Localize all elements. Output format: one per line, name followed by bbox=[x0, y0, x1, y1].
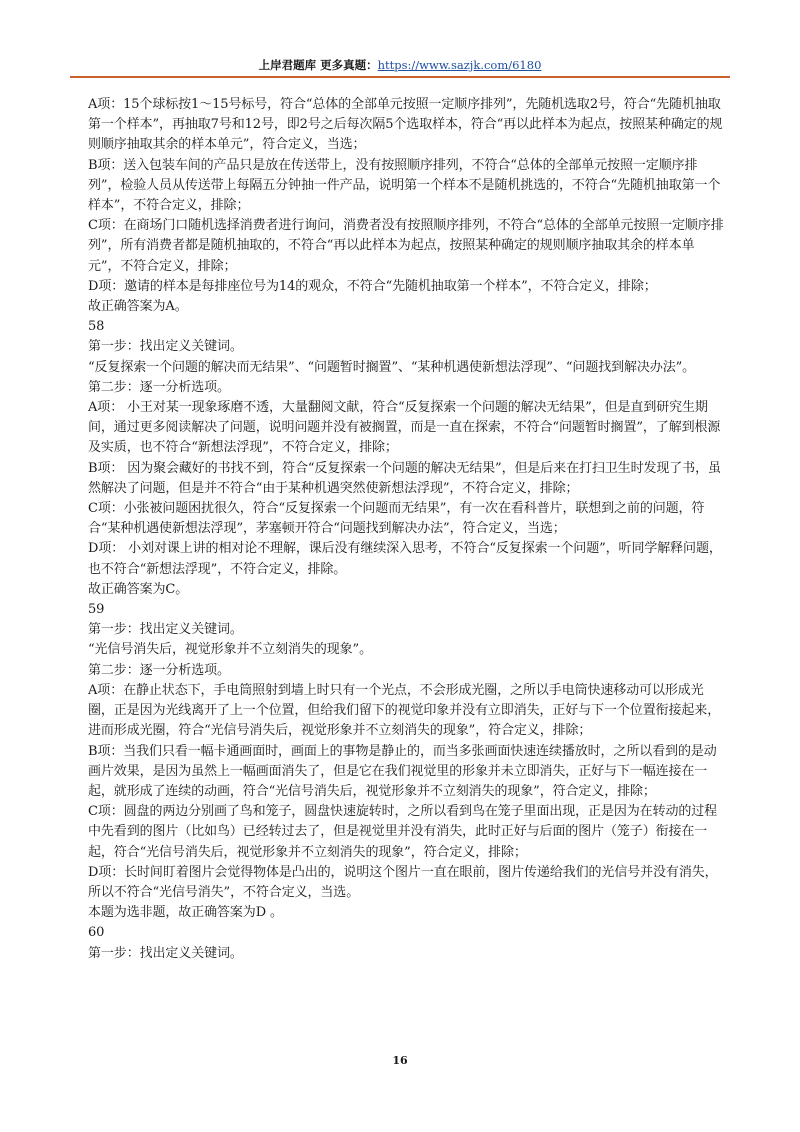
paragraph: 59 bbox=[88, 602, 105, 618]
paragraph: 第二步：逐一分析选项。 bbox=[88, 379, 230, 395]
paragraph: B项：当我们只看一幅卡通画面时，画面上的事物是静止的，而当多张画面快速连续播放时，之所以看到的是动画片效果，是因为虽然上一幅画面消失了，但是它在我们视觉里的形象并未立即消失，正好与下一幅连接在一起，就形成了连续的动画，符合“光信号消失后，视觉形象并不立刻消失的现象”，符合定义，排除； bbox=[88, 743, 717, 799]
header-prefix: 上岸君题库 更多真题： bbox=[258, 58, 378, 72]
paragraph: C项：小张被问题困扰很久，符合“反复探索一个问题而无结果”，有一次在看科普片，联想到之前的问题，符合“某种机遇使新想法浮现”，茅塞顿开符合“问题找到解决办法”，符合定义，当选； bbox=[88, 501, 705, 537]
paragraph: 故正确答案为C。 bbox=[88, 581, 189, 597]
paragraph: D项：邀请的样本是每排座位号为14的观众，不符合“先随机抽取第一个样本”，不符合定义，排除； bbox=[88, 278, 657, 294]
paragraph: 本题为选非题，故正确答案为D 。 bbox=[88, 905, 283, 921]
paragraph: B项：送入包装车间的产品只是放在传送带上，没有按照顺序排列，不符合“总体的全部单元按照一定顺序排列”，检验人员从传送带上每隔五分钟抽一件产品，说明第一个样本不是随机挑选的，不符合“先随机抽取第一个样本”，不符合定义，排除； bbox=[88, 157, 721, 214]
paragraph: A项：在静止状态下，手电筒照射到墙上时只有一个光点，不会形成光圈，之所以手电筒快速移动可以形成光圈，正是因为光线离开了上一个位置，但给我们留下的视觉印象并没有立即消失，正好与下一个位置衔接起来，进而形成光圈，符合“光信号消失后，视觉形象并不立刻消失的现象”，符合定义，排除； bbox=[88, 682, 721, 739]
paragraph: B项： 因为聚会藏好的书找不到，符合“反复探索一个问题的解决无结果”，但是后来在打扫卫生时发现了书，虽然解决了问题，但是并不符合“由于某种机遇突然使新想法浮现”，不符合定义，排除； bbox=[88, 460, 721, 496]
paragraph: 故正确答案为A。 bbox=[88, 299, 188, 315]
paragraph: D项： 小刘对课上讲的相对论不理解，课后没有继续深入思考，不符合“反复探索一个问题”，听同学解释问题，也不符合“新想法浮现”，不符合定义，排除。 bbox=[88, 541, 722, 577]
paragraph: D项：长时间盯着图片会觉得物体是凸出的，说明这个图片一直在眼前，图片传递给我们的光信号并没有消失，所以不符合“光信号消失”，不符合定义，当选。 bbox=[88, 864, 718, 900]
paragraph: “光信号消失后，视觉形象并不立刻消失的现象”。 bbox=[88, 642, 372, 658]
paragraph: A项：15个球标按1～15号标号，符合“总体的全部单元按照一定顺序排列”，先随机选取2号，符合“先随机抽取第一个样本”，再抽取7号和12号，即2号之后每次隔5个选取样本，符合“再以此样本为起点，按照某种确定的规则顺序抽取其余的样本单元”，符合定义，当选； bbox=[88, 97, 723, 153]
paragraph: 60 bbox=[88, 925, 105, 941]
paragraph: C项：圆盘的两边分别画了鸟和笼子，圆盘快速旋转时，之所以看到鸟在笼子里面出现，正是因为在转动的过程中先看到的图片（比如鸟）已经转过去了，但是视觉里并没有消失，此时正好与后面的图片（笼子）衔接在一起，符合“光信号消失后，视觉形象并不立刻消失的现象”，符合定义，排除； bbox=[88, 804, 718, 860]
paragraph: “反复探索一个问题的解决而无结果”、“问题暂时搁置”、“某种机遇使新想法浮现”、“问题找到解决办法”。 bbox=[88, 359, 696, 375]
paragraph: A项： 小王对某一现象琢磨不透，大量翻阅文献，符合“反复探索一个问题的解决无结果”，但是直到研究生期间，通过更多阅读解决了问题，说明问题并没有被搁置，而是一直在探索，不符合“问题暂时搁置”，了解到根源及实质，也不符合“新想法浮现”，不符合定义，排除； bbox=[88, 400, 721, 456]
paragraph: C项：在商场门口随机选择消费者进行询问，消费者没有按照顺序排列，不符合“总体的全部单元按照一定顺序排列”，所有消费者都是随机抽取的，不符合“再以此样本为起点，按照某种确定的规则顺序抽取其余的样本单元”，不符合定义，排除； bbox=[88, 218, 724, 274]
paragraph: 第一步：找出定义关键词。 bbox=[88, 945, 243, 961]
paragraph: 第二步：逐一分析选项。 bbox=[88, 662, 230, 678]
page-number: 16 bbox=[392, 1054, 408, 1067]
paragraph: 58 bbox=[88, 319, 105, 335]
document-body bbox=[88, 95, 724, 964]
paragraph: 第一步：找出定义关键词。 bbox=[88, 622, 243, 638]
paragraph: 第一步：找出定义关键词。 bbox=[88, 339, 243, 355]
header-rule bbox=[70, 76, 730, 78]
page-header bbox=[70, 58, 730, 72]
header-link[interactable]: https://www.sazjk.com/6180 bbox=[377, 58, 542, 72]
